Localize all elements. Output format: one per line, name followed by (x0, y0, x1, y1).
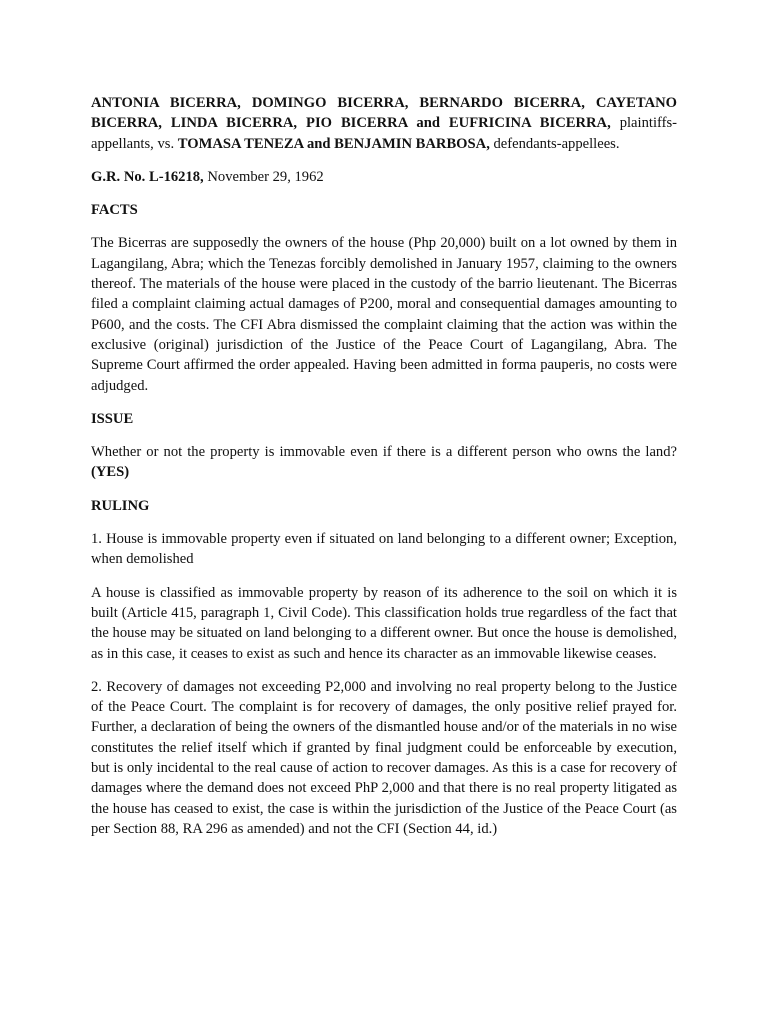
issue-paragraph (91, 442, 677, 483)
case-reference (91, 167, 677, 187)
ruling-heading: RULING (91, 497, 150, 514)
issue-question: Whether or not the property is immovable even if there is a different person who owns the land? (91, 444, 677, 461)
facts-heading: FACTS (91, 202, 138, 219)
ruling-point-2-text: 2. Recovery of damages not exceeding P2,000 and involving no real property belong to the Justice of the Peace Court. The complaint is for recovery of damages, the only positive relief prayed for. Further, a declaration of being the owners of the dismantled house and/or of the materials in no wise constitutes the relief itself which if granted by final judgment could be enforceable by execution, but is only incidental to the real cause of action to recover damages. As this is a case for recovery of damages where the demand does not exceed PhP 2,000 and that there is no real property litigated as the house has ceased to exist, the case is within the jurisdiction of the Justice of the Peace Court (as per Section 88, RA 296 as amended) and not the CFI (Section 44, id.) (91, 678, 677, 837)
defendants-role: defendants-appellees. (489, 135, 620, 152)
plaintiffs-role: plaintiffs-appellants, vs. (91, 115, 677, 152)
gr-number: G.R. No. L-16218, (91, 168, 204, 185)
ruling-point-1-text: A house is classified as immovable property by reason of its adherence to the soil on which it is built (Article 415, paragraph 1, Civil Code). This classification holds true regardless of the fact that the house may be situated on land belonging to a different owner. But once the house is demolished, as in this case, it ceases to exist as such and hence its character as an immovable likewise ceases. (91, 584, 677, 662)
facts-paragraph: The Bicerras are supposedly the owners of the house (Php 20,000) built on a lot owned by them in Lagangilang, Abra; which the Tenezas forcibly demolished in January 1957, claiming to the owners thereof. The materials of the house were placed in the custody of the barrio lieutenant. The Bicerras filed a complaint claiming actual damages of P200, moral and consequential damages amounting to P600, and the costs. The CFI Abra dismissed the complaint claiming that the action was within the exclusive (original) jurisdiction of the Justice of the Peace Court of Lagangilang, Abra. The Supreme Court affirmed the order appealed. Having been admitted in forma pauperis, no costs were adjudged. (91, 235, 677, 394)
issue-heading: ISSUE (91, 410, 134, 427)
case-caption (91, 93, 677, 154)
issue-answer: (YES) (91, 464, 130, 481)
decision-date: November 29, 1962 (203, 168, 324, 185)
document-page (91, 93, 677, 852)
defendants-names: TOMASA TENEZA and BENJAMIN BARBOSA, (177, 135, 490, 152)
plaintiffs-names: ANTONIA BICERRA, DOMINGO BICERRA, BERNARDO BICERRA, CAYETANO BICERRA, LINDA BICERRA, PIO BICERRA and EUFRICINA BICERRA, (91, 95, 677, 132)
ruling-point-1-title: 1. House is immovable property even if situated on land belonging to a different owner; Exception, when demolished (91, 531, 677, 568)
